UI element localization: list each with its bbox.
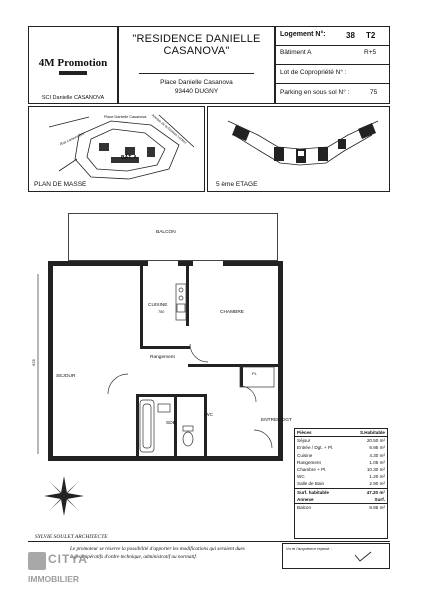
residence-divider (139, 73, 254, 74)
parking-label: Parking en sous sol N° : (280, 89, 350, 96)
parking-number: 75 (370, 89, 378, 96)
disclaimer-line1: Le promoteur se réserve la possibilité d'apporter les modifications qui seraient dues (70, 546, 245, 552)
area-value: 2.90 m² (369, 481, 385, 487)
table-row (295, 452, 387, 459)
area-room: Cuisine (297, 452, 313, 458)
areas-header-row (295, 429, 387, 437)
parking-row (280, 89, 385, 96)
residence-address-line2: 93440 DUGNY (174, 88, 219, 95)
disclaimer-line2: à des impératifs d'ordre technique, administratif ou normatif. (70, 554, 198, 560)
etage-box (207, 106, 390, 192)
compass-rose-icon (44, 476, 84, 516)
area-value: 1.20 m² (369, 474, 385, 480)
area-value: 4.30 m² (369, 452, 385, 458)
citya-logo-name: CITYA (48, 552, 88, 566)
client-approval-label: Vu et l'acquéreur reposé : (286, 546, 332, 551)
plan-de-masse-box (28, 106, 205, 192)
area-room: Rangement (297, 459, 321, 465)
residence-title: "RESIDENCE DANIELLE CASANOVA" (132, 33, 261, 57)
logement-label: Logement N°: (280, 31, 326, 38)
copro-label: Lot de Copropriété N° : (280, 69, 347, 76)
area-value: 1.05 m² (369, 459, 385, 465)
table-row (295, 480, 387, 488)
cuisine-dim: 750 (158, 310, 165, 314)
area-room: Entrée / Dgt. + Pl. (297, 445, 334, 451)
annex-room: Balcon (297, 504, 312, 510)
sdb-label: SDB (166, 421, 176, 426)
promoter-name: 4M Promotion (38, 57, 108, 69)
masse-place-label: Place Danielle Casanova (104, 115, 147, 119)
table-row (295, 503, 387, 511)
lot-divider-2 (276, 64, 389, 65)
areas-table-box (294, 428, 388, 539)
batiment-row (280, 49, 385, 56)
annex-header-surface: Surf. (349, 496, 387, 504)
promoter-tagline-badge (59, 71, 87, 75)
table-row (295, 466, 387, 473)
placard-label: PL (252, 371, 257, 376)
entree-label: ENTREE/DGT (261, 418, 292, 423)
logement-number: 38 (346, 31, 355, 40)
residence-address-line1: Place Danielle Casanova (160, 79, 233, 86)
area-room: WC (297, 474, 305, 480)
wc-label: WC (205, 413, 213, 418)
rangement-label: Rangement (150, 355, 175, 360)
lot-divider-3 (276, 83, 389, 84)
citya-logo-icon (26, 548, 98, 594)
areas-table (295, 429, 387, 511)
area-value: 10.30 m² (366, 467, 385, 473)
balcon-label: BALCON (156, 230, 176, 235)
residence-box (118, 26, 275, 104)
areas-total-label: Surf. habitable (295, 488, 349, 496)
batiment-level: R+5 (364, 49, 377, 56)
footer-divider (28, 541, 390, 542)
table-row (295, 473, 387, 480)
promoter-box (28, 26, 118, 104)
plan-de-masse-label: PLAN DE MASSE (34, 181, 87, 188)
annex-header-row (295, 496, 387, 504)
logement-type: T2 (366, 31, 376, 40)
areas-header-surface: S.Habitable (349, 429, 387, 437)
annex-value: 8.85 m² (369, 504, 385, 510)
client-approval-box (282, 543, 390, 569)
table-row (295, 444, 387, 451)
area-value: 20.50 m² (366, 438, 385, 444)
chambre-label: CHAMBRE (220, 310, 244, 315)
height-dim-label: 625 (30, 359, 36, 366)
cuisine-label: CUISINE (148, 303, 168, 308)
masse-building-label: BÂT. A (121, 155, 137, 161)
annex-header-label: Annexe (295, 496, 349, 504)
etage-label: 5 ème ETAGE (216, 181, 258, 188)
logement-row (280, 31, 385, 38)
sejour-label: SEJOUR (56, 374, 76, 379)
citya-logo-mark (28, 552, 46, 570)
area-value: 6.95 m² (369, 445, 385, 451)
areas-total-row (295, 488, 387, 496)
lot-divider-1 (276, 45, 389, 46)
masse-street-right: Avenue de la Division Leclerc (150, 113, 188, 145)
table-row (295, 437, 387, 445)
masse-street-left: Rue Lamoricière (59, 131, 85, 147)
promoter-company: SCI Danielle CASANOVA (41, 95, 105, 101)
citya-logo-sub: IMMOBILIER (28, 574, 79, 584)
signature-mark (353, 550, 373, 568)
architect-name: SYLVIE SOULET ARCHITECTE (35, 534, 108, 540)
batiment-label: Bâtiment A (280, 49, 312, 56)
table-row (295, 459, 387, 466)
lot-info-box (275, 26, 390, 104)
area-room: Séjour (297, 438, 311, 444)
area-room: Salle de Bain (297, 481, 325, 487)
areas-total-value: 47.20 m² (349, 488, 387, 496)
area-room: Chambre + Pl. (297, 467, 327, 473)
areas-header-room: Pièces (295, 429, 349, 437)
